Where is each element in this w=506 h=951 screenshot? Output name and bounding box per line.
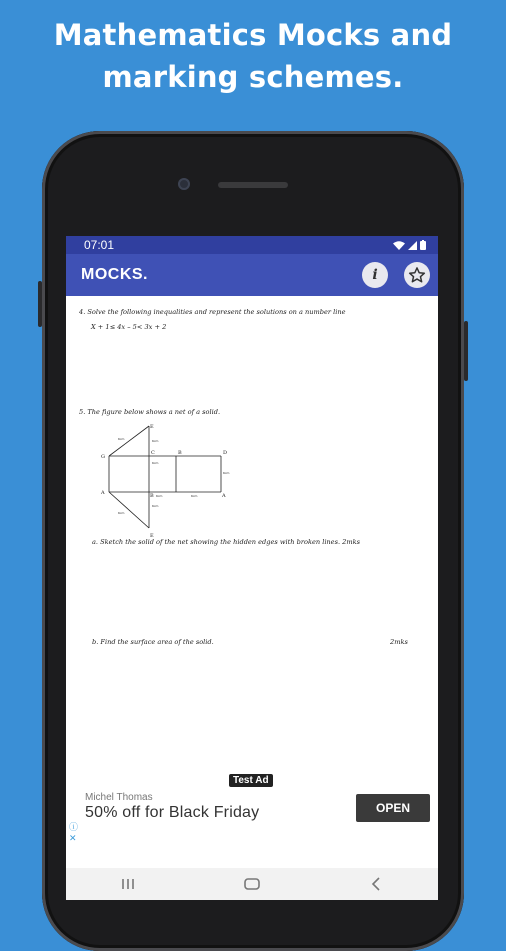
home-icon [244,878,260,890]
document-view[interactable] [66,296,438,772]
net-vertex-d: D [223,450,228,456]
star-icon [408,266,426,284]
recents-icon [120,878,136,890]
front-camera [178,178,190,190]
promo-headline [0,14,506,98]
question-4-line-2: X + 1≤ 4x – 5< 3x + 2 [91,323,167,331]
banner-ad[interactable] [66,772,438,868]
promo-headline-line2: marking schemes. [102,60,404,94]
net-length-label: 6cm [152,461,159,465]
signal-icon [408,241,417,250]
status-bar [66,236,438,254]
phone-screen [66,236,438,900]
net-length-label: 6cm [152,504,159,508]
net-length-label: 6cm [152,439,159,443]
ad-headline[interactable]: 50% off for Black Friday [85,804,260,821]
test-ad-badge: Test Ad [229,774,273,787]
info-button[interactable] [362,262,388,288]
ad-open-button[interactable]: OPEN [356,794,430,822]
solid-net-figure [96,424,256,544]
promo-headline-line1: Mathematics Mocks and [53,18,453,52]
net-vertex-a-right: A [222,493,226,499]
net-length-label: 6cm [156,494,163,498]
net-length-label: 6cm [223,471,230,475]
question-4-line-1: 4. Solve the following inequalities and represent the solutions on a number line [79,308,346,316]
status-time: 07:01 [84,238,115,252]
app-bar [66,254,438,296]
recents-button[interactable] [108,872,148,896]
question-5b-marks: 2mks [390,638,408,646]
net-vertex-c: C [151,450,155,456]
question-5a-text: a. Sketch the solid of the net showing the hidden edges with broken lines. 2mks [92,538,360,546]
home-button[interactable] [232,872,272,896]
info-icon: i [372,267,378,283]
battery-icon [420,240,426,250]
net-vertex-e-bottom: E [150,533,154,539]
net-vertex-g: G [101,454,105,460]
app-title: MOCKS. [81,266,148,283]
status-icons [393,240,426,250]
favorite-button[interactable] [404,262,430,288]
earpiece-speaker [218,182,288,188]
back-icon [370,877,382,891]
phone-power-button [464,321,468,381]
net-vertex-e-top: E [150,424,154,430]
net-length-label: 6cm [118,511,125,515]
wifi-icon [393,241,405,250]
system-nav-bar [66,868,438,900]
net-length-label: 6cm [191,494,198,498]
net-length-label: 6cm [118,437,125,441]
phone-volume-button [38,281,42,327]
net-vertex-b: B [178,450,182,456]
net-vertex-f: B [150,493,154,499]
question-5b-text: b. Find the surface area of the solid. [92,638,214,646]
question-5-text: 5. The figure below shows a net of a solid. [79,408,221,416]
net-vertex-a-left: A [101,490,105,496]
ad-choices-icon[interactable]: ⓘ ✕ [69,822,79,843]
ad-advertiser: Michel Thomas [85,792,153,803]
back-button[interactable] [356,872,396,896]
